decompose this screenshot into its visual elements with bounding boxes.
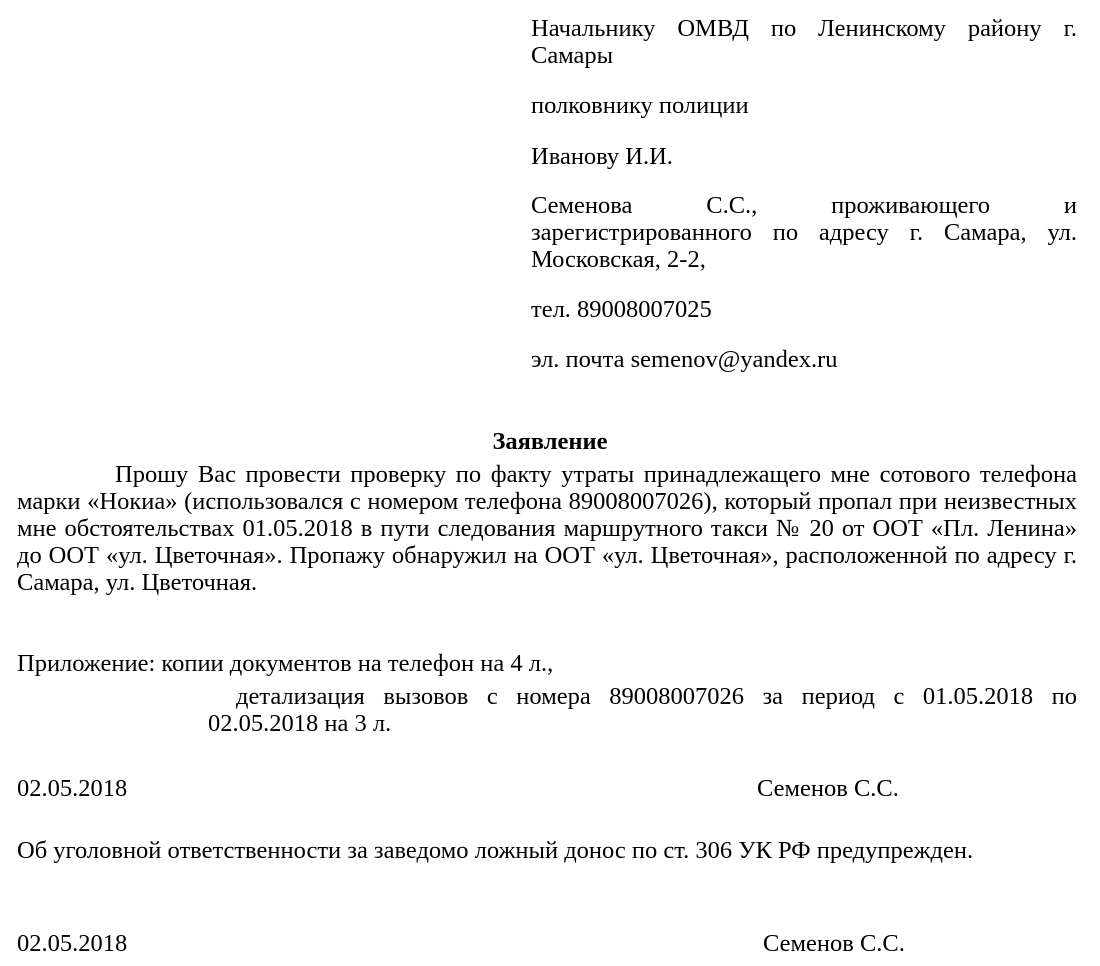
addressee-line-2: Самары bbox=[531, 42, 614, 69]
attachment-item-1: Приложение: копии документов на телефон на 4 л., bbox=[17, 650, 554, 677]
applicant-line-3: Московская, 2-2, bbox=[531, 246, 706, 273]
applicant-phone: тел. 89008007025 bbox=[531, 296, 712, 323]
addressee-line-1: Начальнику ОМВД по Ленинскому району г. bbox=[531, 15, 1077, 42]
applicant-email: эл. почта semenov@yandex.ru bbox=[531, 346, 838, 373]
attachment-item-2-line-2: 02.05.2018 на 3 л. bbox=[208, 710, 392, 737]
statement-body: Прошу Вас провести проверку по факту утраты принадлежащего мне сотового телефона марки «Нокиа» (использовался с номером телефона 89008007026), который пропал при неизвестных мне обстоятельствах 01.05.2018 в пути следования маршрутного такси № 20 от ООТ «Пл. Ленина» до ООТ «ул. Цветочная». Пропажу обнаружил на ООТ «ул. Цветочная», расположенной по адресу г. Самара, ул. Цветочная. bbox=[17, 461, 1077, 596]
attachment-item-2-line-1: детализация вызовов с номера 89008007026 за период с 01.05.2018 по bbox=[236, 683, 1077, 710]
signature-date-2: 02.05.2018 bbox=[17, 930, 128, 957]
addressee-name: Иванову И.И. bbox=[531, 143, 673, 170]
applicant-line-2: зарегистрированного по адресу г. Самара, ул. bbox=[531, 219, 1077, 246]
applicant-line-1: Семенова С.С., проживающего и bbox=[531, 192, 1077, 219]
signature-date-1: 02.05.2018 bbox=[17, 775, 128, 802]
applicant-block bbox=[531, 192, 1077, 273]
addressee-rank: полковнику полиции bbox=[531, 92, 749, 119]
signature-name-2: Семенов С.С. bbox=[763, 930, 905, 957]
statement-title: Заявление bbox=[492, 428, 608, 455]
addressee-block bbox=[531, 15, 1077, 69]
signature-name-1: Семенов С.С. bbox=[757, 775, 899, 802]
liability-warning: Об уголовной ответственности за заведомо ложный донос по ст. 306 УК РФ предупрежден. bbox=[17, 837, 974, 864]
